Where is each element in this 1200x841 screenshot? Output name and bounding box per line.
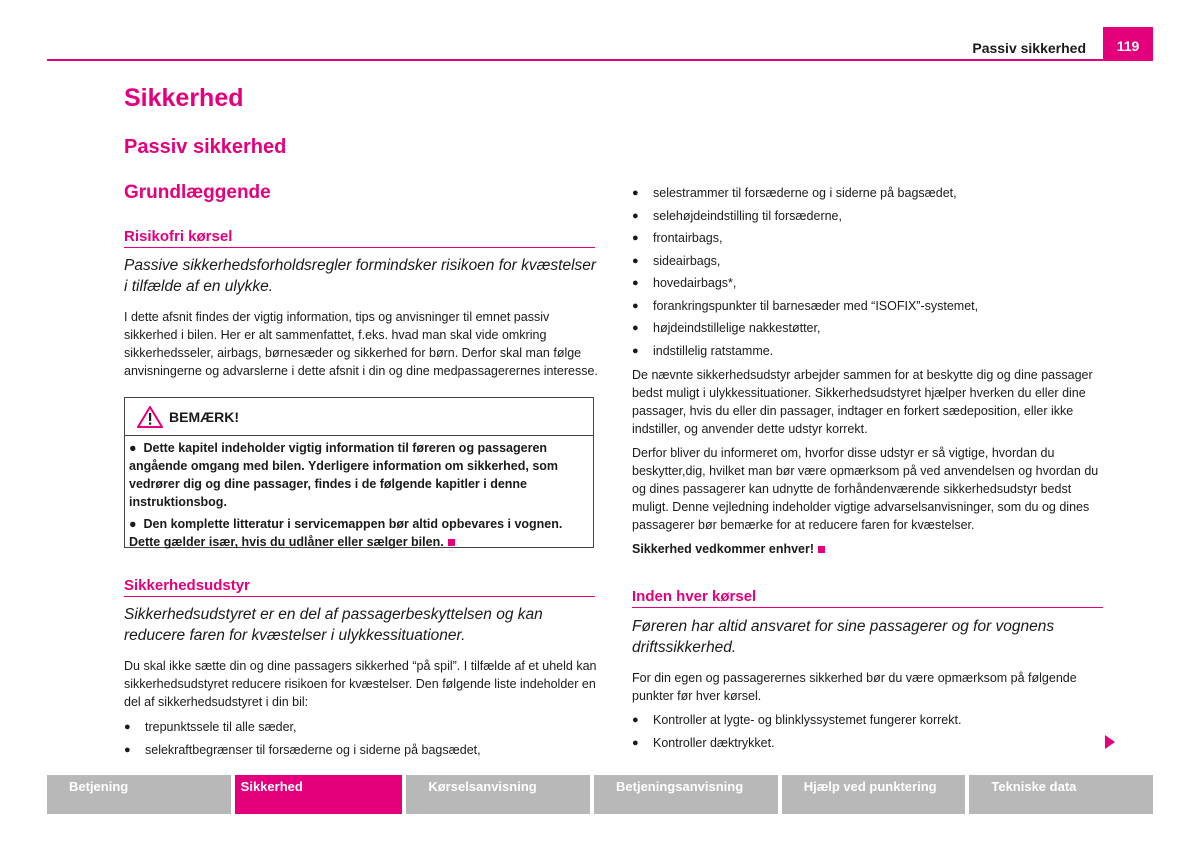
right-bullet-list	[632, 184, 1107, 364]
list-item: ● selehøjdeindstilling til forsæderne,	[632, 208, 842, 223]
bullet-icon: ●	[124, 743, 131, 756]
bullet-icon: ●	[632, 209, 639, 222]
chapter-title: Sikkerhed	[124, 84, 244, 112]
subsection-title: Grundlæggende	[124, 182, 271, 203]
list-item: ● højdeindstillelige nakkestøtter,	[632, 321, 821, 335]
list-item: ● sideairbags,	[632, 253, 721, 268]
bullet-icon: ●	[632, 714, 639, 726]
tab-korselsanvisning[interactable]: Kørselsanvisning	[406, 775, 590, 814]
heading-inden-hver-korsel: Inden hver kørsel	[632, 588, 1103, 608]
heading-risikofri-korsel: Risikofri kørsel	[124, 228, 595, 248]
list-item: ● forankringspunkter til barnesæder med “ISOFIX”-systemet,	[632, 298, 979, 313]
list-item: ● hovedairbags*,	[632, 276, 737, 290]
page-number: 119	[1103, 27, 1153, 61]
lead-risikofri: Passive sikkerhedsforholdsregler formindsker risikoen for kvæstelser i tilfælde af en ulykke.	[124, 257, 597, 295]
lead-sikkerhedsudstyr: Sikkerhedsudstyret er en del af passagerbeskyttelsen og kan reducere faren for kvæstelser i ulykkessituationer.	[124, 606, 543, 644]
body-inden-hver-korsel: For din egen og passagerernes sikkerhed bør du være opmærksom på følgende punkter før hver kørsel.	[632, 671, 1077, 703]
bullet-icon: ●	[632, 232, 639, 244]
lead-inden-hver-korsel: Føreren har altid ansvaret for sine passagerer og for vognens driftssikkerhed.	[632, 618, 1055, 656]
inden-bullet-list	[632, 711, 1107, 756]
body-sikkerhedsudstyr: Du skal ikke sætte din og dine passagers sikkerhed “på spil”. I tilfælde af et uheld kan sikkerhedsudstyret reducere risikoen for kvæstelser. Den følgende liste indeholder en del af sikkerhedsudstyret i din bil:	[124, 659, 597, 709]
note-header	[125, 398, 593, 436]
note-body	[125, 436, 593, 551]
bullet-icon: ●	[632, 736, 639, 749]
next-page-arrow-icon[interactable]	[1105, 735, 1115, 749]
list-item: ● indstillelig ratstamme.	[632, 343, 774, 358]
bullet-icon: ●	[632, 322, 639, 334]
tab-betjeningsanvisning[interactable]: Betjeningsanvisning	[594, 775, 778, 814]
list-item: ● selestrammer til forsæderne og i siderne på bagsædet,	[632, 186, 957, 200]
end-marker-icon	[448, 539, 455, 546]
running-header-title: Passiv sikkerhed	[972, 40, 1086, 56]
tab-tekniske-data[interactable]: Tekniske data	[969, 775, 1153, 814]
body-right-para1: De nævnte sikkerhedsudstyr arbejder sammen for at beskytte dig og dine passager bedst muligt i ulykkessituationer. Sikkerhedsudstyret hjælper hverken du eller dine passager, hvis du eller din passager, indtager en forkert sædeposition, eller ikke indstiller, og anvender dette udstyr korrekt.	[632, 368, 1093, 436]
note-title: BEMÆRK!	[169, 408, 239, 425]
heading-sikkerhedsudstyr: Sikkerhedsudstyr	[124, 577, 595, 597]
bullet-icon: ●	[632, 277, 639, 289]
bullet-icon: ●	[129, 517, 144, 531]
list-item: ● frontairbags,	[632, 231, 723, 245]
tab-sikkerhed[interactable]: Sikkerhed	[235, 775, 403, 814]
chapter-nav-bar	[47, 775, 1153, 814]
bullet-icon: ●	[129, 441, 144, 455]
bullet-icon: ●	[632, 187, 639, 199]
tab-betjening[interactable]: Betjening	[47, 775, 231, 814]
note-item: ● Den komplette litteratur i servicemappen bør altid opbevares i vognen. Dette gælder især, hvis du udlåner eller sælger bilen.	[129, 517, 563, 549]
bullet-icon: ●	[632, 344, 639, 357]
note-item: ● Dette kapitel indeholder vigtig information til føreren og passageren angående omgang med bilen. Yderligere information om sikkerhed, som vedrører dig og dine passager, findes i de følgende kapitler i denne instruktionsbog.	[129, 441, 559, 509]
closing-statement: Sikkerhed vedkommer enhver!	[632, 540, 1106, 558]
warning-triangle-icon	[137, 406, 163, 428]
body-risikofri: I dette afsnit findes der vigtig information, tips og anvisninger til emnet passiv sikkerhed i bilen. Her er alt sammenfattet, f.eks. hvad man skal vide omkring sikkerhedsseler, airbags, børnesæder og sikkerhed for børn. Derfor skal man følge anvisningerne og advarslerne i dette afsnit i din og dine medpassagerernes interesse.	[124, 310, 598, 378]
list-item: ● Kontroller dæktrykket.	[632, 735, 775, 750]
tab-hjaelp-ved-punktering[interactable]: Hjælp ved punktering	[782, 775, 966, 814]
bullet-icon: ●	[632, 254, 639, 267]
list-item: ● trepunktssele til alle sæder,	[124, 720, 297, 734]
bullet-icon: ●	[124, 721, 131, 733]
section-title: Passiv sikkerhed	[124, 136, 287, 158]
end-marker-icon	[818, 546, 825, 553]
list-item: ● Kontroller at lygte- og blinklyssystemet fungerer korrekt.	[632, 713, 962, 727]
list-item: ● selekraftbegrænser til forsæderne og i siderne på bagsædet,	[124, 742, 481, 757]
warning-note-box	[124, 397, 594, 548]
body-right-para2: Derfor bliver du informeret om, hvorfor disse udstyr er så vigtige, hvordan du beskytter,dig, hvilket man bør være opmærksom på ved anvendelsen og hvordan du og dines passagerer kan udnytte de forhåndenværende sikkerhedsudstyr bedst muligt. Denne vejledning indeholder vigtige advarselsanvisninger, som du og dines passagerer bør bemærke for at reducere faren for kvæstelser.	[632, 446, 1099, 532]
left-bullet-list	[124, 718, 598, 763]
bullet-icon: ●	[632, 299, 639, 312]
header-divider	[47, 59, 1153, 61]
